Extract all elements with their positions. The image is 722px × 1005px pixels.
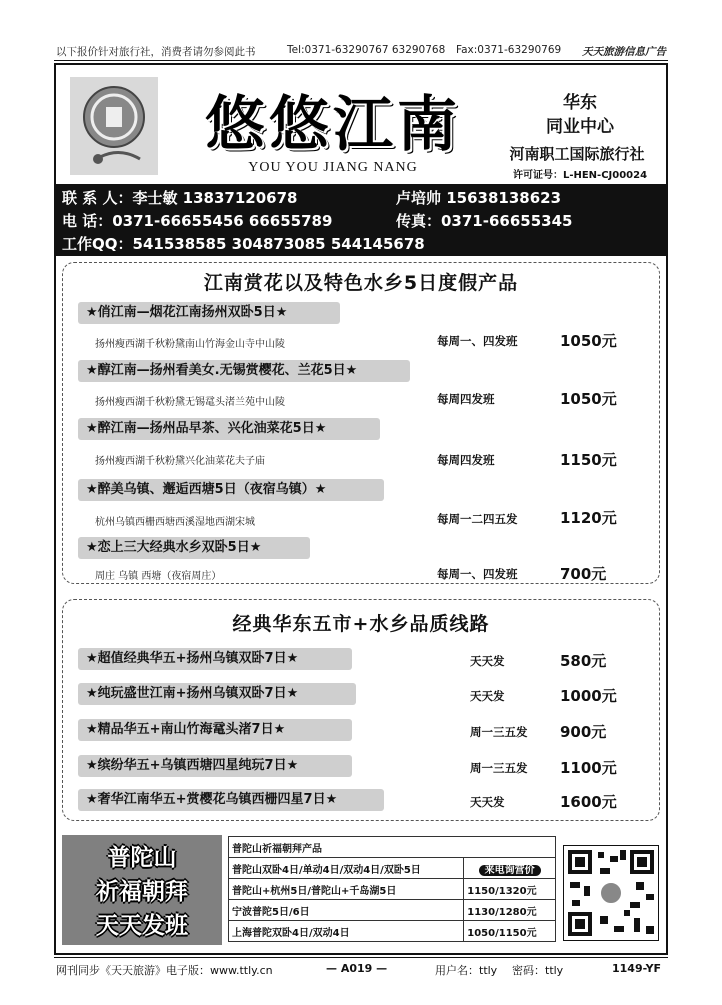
putuo-banner-line-3: 天天发班 <box>96 913 188 939</box>
classic-route-3-name: ★精品华五+南山竹海鼋头渚7日★ <box>78 719 352 741</box>
route-5-price: 700元 <box>560 565 607 583</box>
classic-route-2-price: 1000元 <box>560 687 617 705</box>
top-rule <box>54 60 668 61</box>
classic-route-1-price: 580元 <box>560 652 607 670</box>
contact-person-2: 卢培帅 15638138623 <box>396 189 562 207</box>
table-row <box>229 900 556 921</box>
footer-username: 用户名：ttly <box>435 964 498 977</box>
putuo-table <box>228 836 556 942</box>
classic-route-4-name: ★缤纷华五+乌镇西塘四星纯玩7日★ <box>78 755 352 777</box>
footer-sync: 网刊同步《天天旅游》电子版：www.ttly.cn <box>56 964 273 977</box>
route-3-price: 1150元 <box>560 451 617 469</box>
route-5-desc: 周庄 乌镇 西塘（夜宿周庄） <box>95 571 222 582</box>
inquiry-tag: 来电询营价 <box>479 865 541 876</box>
qq-line: 工作QQ：541538585 304873085 544145678 <box>62 235 425 253</box>
contact-band <box>56 184 666 256</box>
classic-route-5-price: 1600元 <box>560 793 617 811</box>
contact-person: 联 系 人：李士敏 13837120678 <box>62 189 298 207</box>
route-5-schedule: 每周一、四发班 <box>437 567 518 581</box>
fax-text: Fax:0371-63290769 <box>456 44 562 56</box>
classic-route-1-schedule: 天天发 <box>470 654 505 668</box>
center-label: 同业中心 <box>546 117 614 137</box>
region-label: 华东 <box>563 93 597 113</box>
route-1-name: ★俏江南—烟花江南扬州双卧5日★ <box>78 302 340 324</box>
route-4-desc: 杭州乌镇西栅西塘西溪湿地西湖宋城 <box>95 517 255 528</box>
classic-route-3-schedule: 周一三五发 <box>470 725 528 739</box>
putuo-banner-line-1: 普陀山 <box>107 845 177 871</box>
footer-page-number: — A019 — <box>326 962 388 975</box>
brand-english: YOU YOU JIANG NANG <box>248 160 418 175</box>
putuo-table-title: 普陀山祈福朝拜产品 <box>229 837 556 858</box>
footer-password: 密码：ttly <box>512 964 564 977</box>
table-row <box>229 921 556 942</box>
putuo-row-2-name: 普陀山+杭州5日/普陀山+千岛湖5日 <box>229 879 464 900</box>
classic-route-2-schedule: 天天发 <box>470 689 505 703</box>
section-classic-title: 经典华东五市+水乡品质线路 <box>232 613 490 635</box>
footer-code: 1149-YF <box>612 962 662 975</box>
route-4-schedule: 每周一二四五发 <box>437 512 518 526</box>
agency-name: 河南职工国际旅行社 <box>509 145 645 163</box>
route-1-price: 1050元 <box>560 332 617 350</box>
slogan-text: 天天旅游信息广告 <box>582 46 666 58</box>
putuo-row-4-price: 1050/1150元 <box>464 921 556 942</box>
classic-route-4-schedule: 周一三五发 <box>470 761 528 775</box>
putuo-row-3-name: 宁波普陀5日/6日 <box>229 900 464 921</box>
classic-route-3-price: 900元 <box>560 723 607 741</box>
putuo-row-1-name: 普陀山双卧4日/单动4日/双动4日/双卧5日 <box>229 858 464 879</box>
route-4-name: ★醉美乌镇、邂逅西塘5日（夜宿乌镇）★ <box>78 479 384 501</box>
route-4-price: 1120元 <box>560 509 617 527</box>
fax-line: 传真：0371-66655345 <box>396 212 573 230</box>
classic-route-1-name: ★超值经典华五+扬州乌镇双卧7日★ <box>78 648 352 670</box>
route-1-desc: 扬州瘦西湖千秋粉黛南山竹海金山寺中山陵 <box>95 339 285 350</box>
putuo-row-3-price: 1130/1280元 <box>464 900 556 921</box>
classic-route-5-schedule: 天天发 <box>470 795 505 809</box>
putuo-banner <box>62 835 222 945</box>
classic-route-2-name: ★纯玩盛世江南+扬州乌镇双卧7日★ <box>78 683 356 705</box>
route-3-desc: 扬州瘦西湖千秋粉黛兴化油菜花夫子庙 <box>95 456 265 467</box>
notice-text: 以下报价针对旅行社，消费者请勿参阅此书 <box>56 46 256 58</box>
putuo-row-2-price: 1150/1320元 <box>464 879 556 900</box>
table-row <box>229 858 556 879</box>
qr-code <box>563 845 659 941</box>
footer-rule <box>54 957 668 958</box>
table-row <box>229 879 556 900</box>
route-1-schedule: 每周一、四发班 <box>437 334 518 348</box>
route-5-name: ★恋上三大经典水乡双卧5日★ <box>78 537 310 559</box>
putuo-banner-line-2: 祈福朝拜 <box>96 879 188 905</box>
putuo-row-4-name: 上海普陀双卧4日/双动4日 <box>229 921 464 942</box>
phone-line: 电 话：0371-66655456 66655789 <box>62 212 333 230</box>
brand-title: 悠悠江南 <box>205 90 461 160</box>
table-row <box>229 837 556 858</box>
route-2-name: ★醇江南—扬州看美女.无锡赏樱花、兰花5日★ <box>78 360 410 382</box>
section-flower-title: 江南赏花以及特色水乡5日度假产品 <box>203 272 519 294</box>
agency-logo <box>70 77 158 175</box>
license-number: 许可证号：L-HEN-CJ00024 <box>512 170 648 181</box>
tel-text: Tel:0371-63290767 63290768 <box>287 44 446 56</box>
route-3-schedule: 每周四发班 <box>437 453 495 467</box>
classic-route-4-price: 1100元 <box>560 759 617 777</box>
route-2-schedule: 每周四发班 <box>437 392 495 406</box>
classic-route-5-name: ★奢华江南华五+赏樱花乌镇西栅四星7日★ <box>78 789 384 811</box>
route-2-price: 1050元 <box>560 390 617 408</box>
route-2-desc: 扬州瘦西湖千秋粉黛无锡鼋头渚兰苑中山陵 <box>95 397 285 408</box>
route-3-name: ★醉江南—扬州品早茶、兴化油菜花5日★ <box>78 418 380 440</box>
